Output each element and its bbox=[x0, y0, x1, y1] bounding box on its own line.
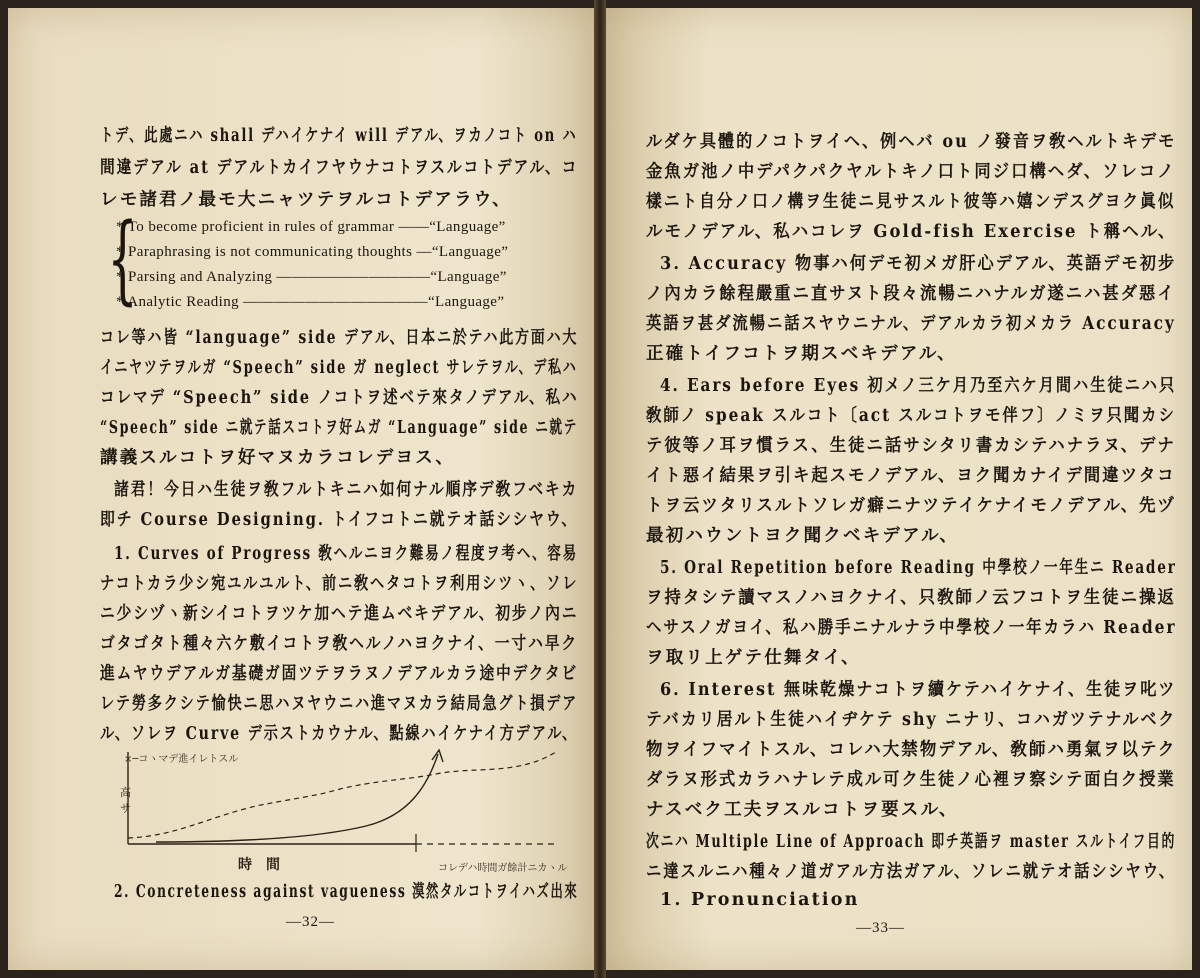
text-line: コレ等ハ皆 “language” side デアル、日本ニ於テハ此方面ハ大 bbox=[100, 328, 579, 348]
text-line: テ彼等ノ耳ヲ慣ラス、生徒ニ話サシタリ書カシテハナラヌ、デナ bbox=[646, 436, 1176, 456]
text-line: ノ內カラ餘程嚴重ニ直サヌト段々流暢ニハナルガ遂ニハ甚ダ惡イ bbox=[646, 284, 1176, 304]
text-line: ル、ソレヲ Curve デ示ストカウナル、點線ハイケナイ方デアル、 bbox=[100, 724, 579, 744]
text-line: 進ムヤウデアルガ基礎ガ固ツテヲラヌノデアルカラ途中デクタビ bbox=[100, 664, 579, 684]
text-line: ヲ取リ上ゲテ仕舞タイ、 bbox=[646, 648, 861, 668]
right-page bbox=[606, 8, 1192, 970]
text-line: レモ諸君ノ最モ大ニャツテヲルコトデアラウ、 bbox=[100, 190, 512, 210]
text-line: 5. Oral Repetition before Reading 中學校ノ一年生ニ Reader bbox=[660, 558, 1177, 578]
text-line: 金魚ガ池ノ中デパクパクヤルトキノ口ト同ジ口構ヘダ、ソレコノ bbox=[646, 162, 1176, 182]
text-line: 次ニハ Multiple Line of Approach 即チ英語ヲ master スルトイフ目的 bbox=[646, 832, 1176, 852]
text-line: 正確トイフコトヲ期スベキデアル、 bbox=[646, 344, 957, 364]
text-line: 英語ヲ甚ダ流暢ニ話スヤウニナル、デアルカラ初メカラ Accuracy bbox=[646, 314, 1176, 334]
list-item: * Parsing and Analyzing ——————————“Language” bbox=[116, 269, 507, 285]
text-line: “Speech” side ニ就テ話スコトヲ好ムガ “Language” side ニ就テ bbox=[100, 418, 578, 438]
text-line: テバカリ居ルト生徒ハイヂケテ shy ニナリ、コハガツテナルベク bbox=[646, 710, 1177, 730]
text-line: トヲ云ツタリスルトソレガ癖ニナツテイケナイモノデアル、先ヅ bbox=[646, 496, 1177, 516]
list-item: * Analytic Reading ————————————“Language” bbox=[116, 294, 505, 310]
text-line: ヲ持タシテ讀マスノハヨクナイ、只敎師ノ云フコトヲ生徒ニ操返 bbox=[646, 588, 1176, 608]
text-line: 講義スルコトヲ好マヌカラコレデヨス、 bbox=[100, 448, 456, 468]
list-item: * Paraphrasing is not communicating thoughts —“Language” bbox=[116, 244, 509, 260]
text-line: ゴタゴタト種々六ケ敷イコトヲ敎ヘルノハヨクナイ、一寸ハ早ク bbox=[100, 634, 579, 654]
text-line: ルダケ具體的ノコトヲイヘ、例ヘバ ou ノ發音ヲ敎ヘルトキデモ bbox=[646, 132, 1177, 152]
text-line: ニ少シヅヽ新シイコトヲツケ加ヘテ進ムベキデアル、初步ノ內ニ bbox=[100, 604, 579, 624]
text-line: ヘサスノガヨイ、私ハ勝手ニナルナラ中學校ノ一年カラハ Reader bbox=[646, 618, 1177, 638]
text-line: 即チ Course Designing. トイフコトニ就テオ話シシヤウ、 bbox=[100, 510, 579, 530]
left-page bbox=[8, 8, 594, 970]
chart-y-label: 高サ bbox=[120, 786, 131, 815]
page-number: —32— bbox=[286, 914, 335, 930]
text-line: 間違デアル at デアルトカイフヤウナコトヲスルコトデアル、コ bbox=[100, 158, 579, 178]
chart-x-note: コレデハ時間ガ餘計ニカヽル bbox=[438, 863, 568, 874]
text-line: ナスベク工夫ヲスルコトヲ要スル、 bbox=[646, 800, 959, 820]
text-line: コレマデ “Speech” side ノコトヲ述ベテ來タノデアル、私ハ bbox=[100, 388, 579, 408]
list-item: * To become proficient in rules of grammar ——“Language” bbox=[116, 219, 506, 235]
text-line: 樣ニト自分ノ口ノ構ヲ生徒ニ見サスルト彼等ハ嬉ンデスグヨク眞似 bbox=[646, 192, 1176, 212]
progress-curve-figure bbox=[116, 746, 586, 874]
text-line: 物ヲイフマイトスル、コレハ大禁物デアル、敎師ハ勇氣ヲ以テク bbox=[646, 740, 1177, 760]
text-line: 最初ハウントヨク聞クベキデアル、 bbox=[646, 526, 960, 546]
text-line: 3. Accuracy 物事ハ何デモ初メガ肝心デアル、英語デモ初步 bbox=[660, 254, 1177, 274]
text-line: 2. Concreteness against vagueness 漠然タルコトヲイハズ出來 bbox=[114, 882, 579, 902]
text-line: ナコトカラ少シ宛ユルユルト、前ニ敎ヘタコトヲ利用シツヽ、ソレ bbox=[100, 574, 579, 594]
text-line: イト惡イ結果ヲ引キ起スモノデアル、ヨク聞カナイデ間違ツタコ bbox=[646, 466, 1176, 486]
chart-top-note: ×─コヽマデ進イレトスル bbox=[124, 754, 239, 765]
text-line: 諸君！今日ハ生徒ヲ敎フルトキニハ如何ナル順序デ敎フベキカ bbox=[114, 480, 579, 500]
text-line: 1. Pronunciation bbox=[660, 890, 860, 910]
chart-x-label: 時 間 bbox=[238, 857, 280, 873]
list-brace: { bbox=[107, 203, 138, 315]
text-line: 敎師ノ speak スルコト〔act スルコトヲモ伴フ〕ノミヲ只聞カシ bbox=[646, 406, 1176, 426]
text-line: 4. Ears before Eyes 初メノ三ケ月乃至六ケ月間ハ生徒ニハ只 bbox=[660, 376, 1177, 396]
page-number: —33— bbox=[856, 920, 905, 936]
text-line: トデ、此處ニハ shall デハイケナイ will デアル、ヲカノコト on ハ bbox=[100, 126, 578, 146]
text-line: イニヤツテヲルガ “Speech” side ガ neglect サレテヲル、デ私ハ bbox=[100, 358, 578, 378]
book-gutter bbox=[594, 0, 606, 978]
text-line: レテ勞多クシテ愉快ニ思ハヌヤウニハ進マヌカラ結局急グト損デア bbox=[100, 694, 579, 714]
text-line: ニ達スルニハ種々ノ道ガアル方法ガアル、ソレニ就テオ話シシヤウ、 bbox=[646, 862, 1177, 882]
text-line: ルモノデアル、私ハコレヲ Gold-fish Exercise ト稱ヘル、 bbox=[646, 222, 1177, 242]
text-line: 1. Curves of Progress 敎ヘルニヨク難易ノ程度ヲ考ヘ、容易 bbox=[114, 544, 578, 564]
text-line: ダラヌ形式カラハナレテ成ル可ク生徒ノ心裡ヲ察シテ面白ク授業 bbox=[646, 770, 1176, 790]
text-line: 6. Interest 無味乾燥ナコトヲ續ケテハイケナイ、生徒ヲ叱ツ bbox=[660, 680, 1177, 700]
